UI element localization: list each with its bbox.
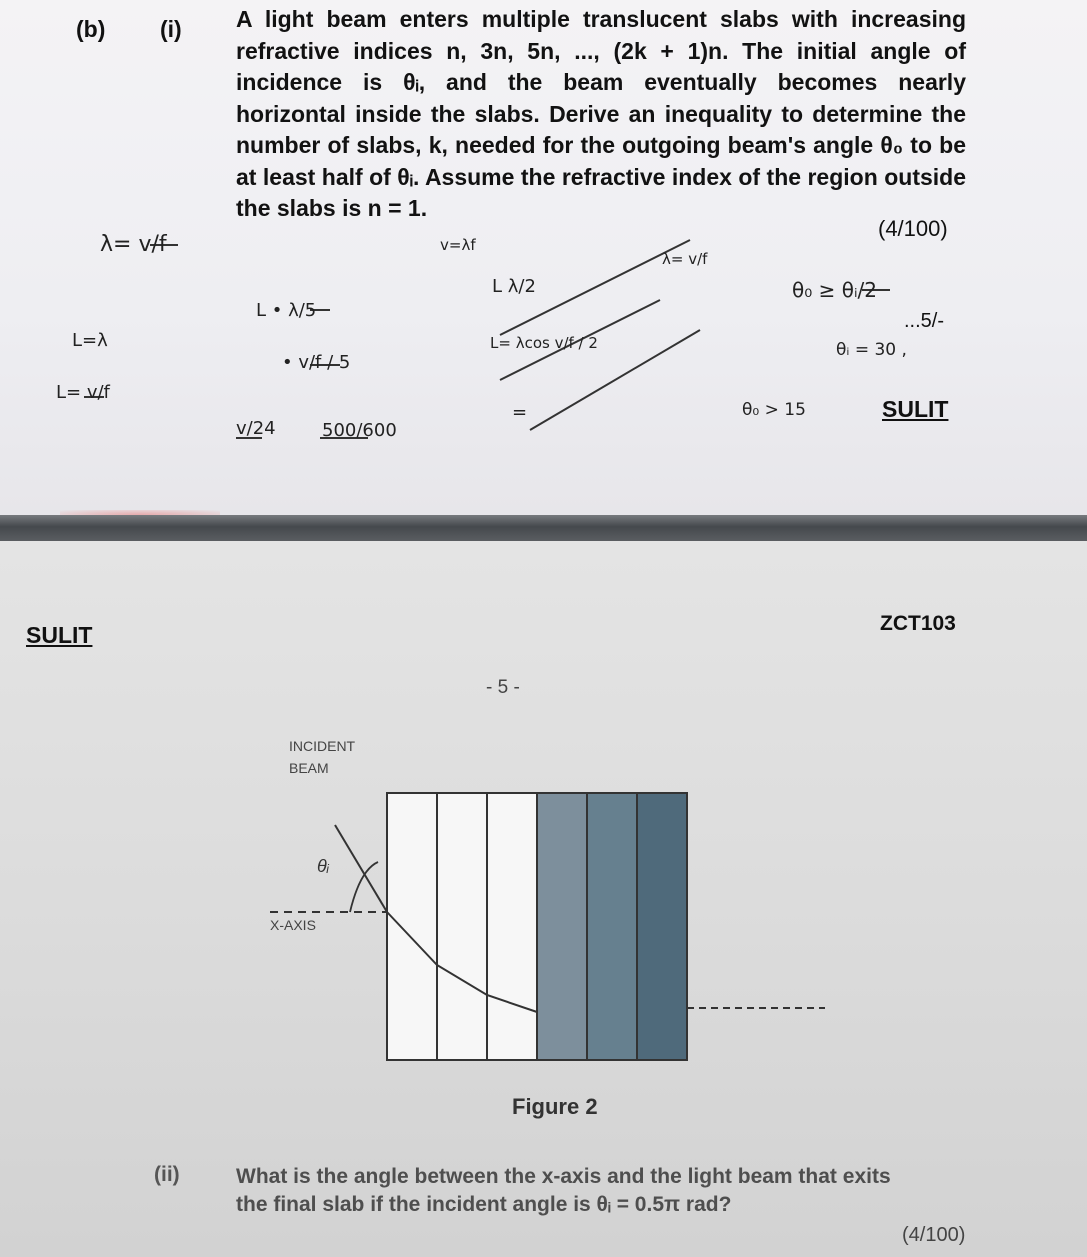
sulit-footer: SULIT bbox=[882, 396, 949, 422]
x-axis-label: X-AXIS bbox=[270, 917, 316, 933]
subpart-ii-label: (ii) bbox=[154, 1163, 180, 1186]
handwritten-v-over-24: v/24 bbox=[236, 418, 276, 439]
subpart-label: (i) bbox=[160, 16, 182, 42]
part-label: (b) bbox=[76, 16, 106, 42]
continuation-marker: ...5/- bbox=[904, 310, 945, 332]
handwritten-l-eq-v-over-f: L= v/f bbox=[56, 382, 110, 403]
slab-5 bbox=[587, 793, 637, 1060]
incident-label-2: BEAM bbox=[289, 760, 329, 776]
handwritten-theta0-gt-15: θ₀ > 15 bbox=[742, 400, 806, 420]
question-ii-text bbox=[236, 1163, 996, 1219]
incident-label-1: INCIDENT bbox=[289, 738, 356, 754]
incident-beam bbox=[335, 825, 387, 912]
angle-arc bbox=[350, 862, 378, 912]
handwritten-lambda-eq: λ= v/f bbox=[100, 232, 167, 257]
slab-1 bbox=[387, 793, 437, 1060]
slab-2 bbox=[437, 793, 487, 1060]
page-number: - 5 - bbox=[486, 677, 520, 698]
handwritten-equals: = bbox=[512, 402, 528, 423]
handwritten-l-lambda-over-2: L λ/2 bbox=[492, 276, 536, 297]
theta-i-label: θᵢ bbox=[317, 856, 330, 876]
handwritten-l-lambda-over-5: L • λ/5 bbox=[256, 300, 317, 321]
handwritten-500-600: 500/600 bbox=[322, 420, 397, 441]
marks-ii-label: (4/100) bbox=[902, 1224, 966, 1246]
slab-4 bbox=[537, 793, 587, 1060]
slab-3 bbox=[487, 793, 537, 1060]
course-code: ZCT103 bbox=[880, 612, 956, 635]
handwritten-l-eq-lambda: L=λ bbox=[72, 330, 108, 351]
handwritten-lambda-eq-vf: λ= v/f bbox=[662, 250, 708, 268]
figure-caption: Figure 2 bbox=[512, 1094, 598, 1119]
marks-label: (4/100) bbox=[878, 216, 948, 241]
handwritten-theta-i-30: θᵢ = 30 , bbox=[836, 340, 907, 360]
slab-6 bbox=[637, 793, 687, 1060]
question-ii-line-2: the final slab if the incident angle is θᵢ = 0.5π rad? bbox=[236, 1193, 732, 1216]
handwritten-theta0-ineq: θ₀ ≥ θᵢ/2 bbox=[792, 278, 877, 302]
handwritten-mid-frac: • v/f / 5 bbox=[282, 352, 351, 373]
sulit-header: SULIT bbox=[26, 622, 93, 648]
question-ii-line-1: What is the angle between the x-axis and the light beam that exits bbox=[236, 1165, 891, 1188]
handwritten-v-eq: v=λf bbox=[440, 236, 476, 254]
question-body: A light beam enters multiple translucent slabs with increasing refractive indices n, 3n, 5n, ..., (2k + 1)n. The initial angle of incidence is θᵢ, and the beam eventually becomes nearly horizontal inside the slabs. Derive an inequality to determine the number of slabs, k, needed for the outgoing beam's angle θ₀ to be at least half of θᵢ. Assume the refractive index of the region outside the slabs is n = 1. bbox=[236, 6, 966, 221]
handwritten-l-eq-cos: L= λcos v/f / 2 bbox=[490, 334, 598, 352]
